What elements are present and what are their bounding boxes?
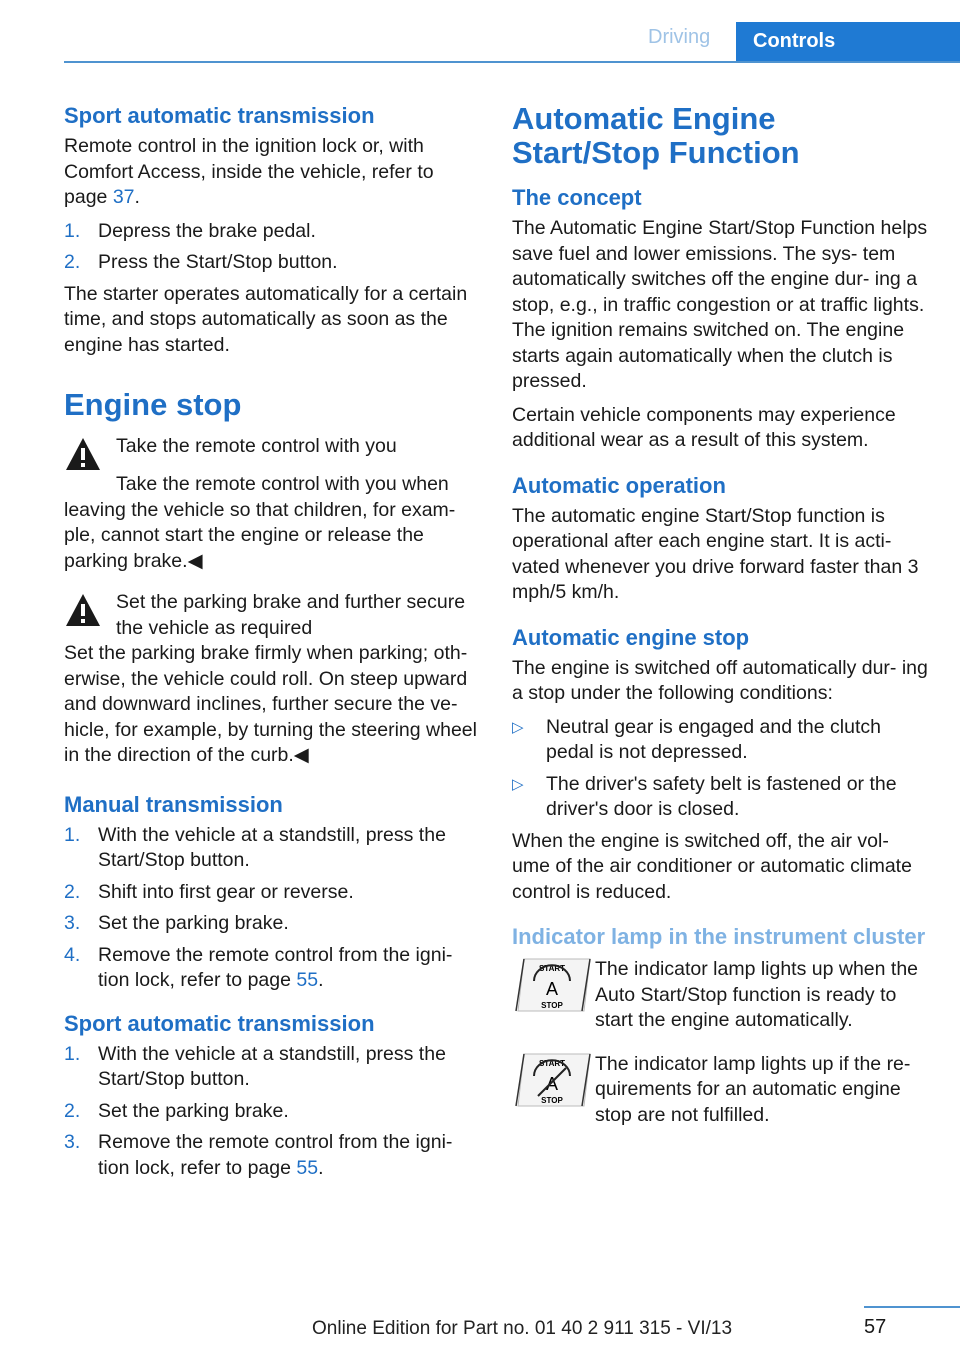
page-link-55[interactable]: 55: [296, 1156, 319, 1179]
manual-transmission-heading: Manual transmission: [64, 791, 283, 817]
header-chapter-controls: Controls: [736, 22, 960, 62]
svg-text:A: A: [545, 1073, 559, 1094]
warning-title: Set the parking brake and further secure the vehicle as required: [116, 591, 466, 639]
step-text-body: Remove the remote control from the igni‐ tion lock, refer to page: [98, 1131, 453, 1179]
indicator-off-text: The indicator lamp lights up if the re‐ quirements for an automatic engine stop are not fulfilled.: [595, 1052, 911, 1126]
bullet-triangle-icon: ▷: [512, 775, 524, 793]
step-period: .: [318, 1156, 324, 1179]
sport-automatic-intro: [64, 134, 480, 211]
concept-heading: The concept: [512, 185, 642, 210]
step-number: 1.: [64, 219, 81, 242]
step-number: 3.: [64, 1131, 81, 1153]
step-text: [98, 1130, 480, 1181]
step-number: 2.: [64, 251, 81, 273]
step-number: 2.: [64, 880, 81, 903]
warning-text: Set the parking brake firmly when parking; oth‐ erwise, the vehicle could roll. On steep upward and downward inclines, further secure the ve‐ hicle, for example, by turning the steering wheel in the direction of the curb.◀: [64, 642, 477, 766]
starter-note: The starter operates automatically for a certain time, and stops automatically as soon as the engine has started.: [64, 282, 468, 356]
svg-text:A: A: [545, 979, 559, 999]
list-item: [64, 1130, 480, 1181]
step-number: 3.: [64, 912, 81, 934]
page-link-37[interactable]: 37: [112, 186, 135, 208]
step-text: With the vehicle at a standstill, press the Start/Stop button.: [98, 823, 446, 871]
list-item: [64, 219, 480, 245]
step-text: Set the parking brake.: [98, 912, 289, 934]
list-item: [64, 880, 480, 906]
footer-rule: [864, 1306, 960, 1308]
indicator-lamp-heading: Indicator lamp in the instrument cluster: [512, 924, 926, 949]
list-item: [64, 911, 480, 937]
indicator-ready: [512, 957, 932, 1034]
condition-text: The driver's safety belt is fastened or the driver's door is closed.: [546, 772, 897, 820]
bullet-triangle-icon: ▷: [512, 718, 524, 736]
engine-stop-heading: Engine stop: [64, 387, 242, 422]
step-text: Set the parking brake.: [98, 1099, 289, 1122]
step-number: 1.: [64, 823, 81, 846]
manual-transmission-steps: [64, 823, 480, 994]
list-item: [512, 715, 932, 766]
list-item: [64, 1042, 480, 1093]
sport-automatic-steps-1: [64, 219, 480, 276]
automatic-operation-heading: Automatic operation: [512, 472, 726, 498]
right-column: [512, 102, 932, 1146]
edition-note: Online Edition for Part no. 01 40 2 911 315 - VI/13: [312, 1318, 733, 1339]
warning-triangle-icon: [64, 436, 102, 472]
auto-start-stop-off-icon: [512, 1052, 594, 1113]
step-number: 2.: [64, 1099, 81, 1122]
warning-triangle-icon: [64, 592, 102, 628]
auto-start-stop-heading: Automatic Engine Start/Stop Function: [512, 101, 800, 170]
concept-text-2: Certain vehicle components may experience additional wear as a result of this system.: [512, 403, 896, 451]
sport-automatic-heading-2: Sport automatic transmission: [64, 1010, 375, 1036]
step-text: Press the Start/Stop button.: [98, 251, 338, 273]
step-text: With the vehicle at a standstill, press the Start/Stop button.: [98, 1042, 446, 1090]
step-text: Depress the brake pedal.: [98, 219, 316, 242]
list-item: [512, 772, 932, 823]
step-text: Shift into first gear or reverse.: [98, 880, 354, 903]
intro-text: Remote control in the ignition lock or, with Comfort Access, inside the vehicle, refer to page: [64, 135, 434, 208]
sport-automatic-steps-2: [64, 1042, 480, 1182]
list-item: [64, 823, 480, 874]
page-number: 57: [864, 1316, 887, 1338]
intro-period: .: [134, 186, 140, 208]
stop-conditions-list: [512, 715, 932, 823]
step-number: 1.: [64, 1042, 81, 1065]
automatic-engine-stop-heading: Automatic engine stop: [512, 624, 750, 650]
indicator-off: [512, 1052, 932, 1129]
warning-remote-control: [64, 434, 480, 472]
svg-text:STOP: STOP: [541, 1095, 563, 1105]
automatic-engine-stop-text: The engine is switched off automatically dur‐ ing a stop under the following conditions:: [512, 656, 928, 704]
svg-text:START: START: [538, 964, 566, 973]
svg-text:STOP: STOP: [541, 1001, 563, 1010]
warning-title: Take the remote control with you: [116, 435, 397, 457]
page-link-55[interactable]: 55: [296, 969, 319, 991]
auto-start-stop-ready-icon: [512, 957, 594, 1018]
step-period: .: [318, 969, 324, 991]
left-column: [64, 102, 480, 1187]
concept-text: The Automatic Engine Start/Stop Function helps save fuel and lower emissions. The sys‐ tem automatically switches off the engine dur‐ ing a stop, e.g., in traffic congestion or at traffic lights. The ignition remains switched on. The engine starts again automatically when the clutch is pressed.: [512, 217, 928, 392]
list-item: [64, 943, 480, 994]
condition-text: Neutral gear is engaged and the clutch pedal is not depressed.: [546, 715, 881, 763]
warning-parking-brake: [64, 590, 480, 641]
sport-automatic-heading-1: Sport automatic transmission: [64, 103, 375, 128]
step-text-body: Remove the remote control from the igni‐ tion lock, refer to page: [98, 943, 453, 991]
climate-reduced-text: When the engine is switched off, the air vol‐ ume of the air conditioner or automatic climate control is reduced.: [512, 829, 912, 903]
step-number: 4.: [64, 943, 81, 966]
svg-text:START: START: [538, 1058, 566, 1068]
header-section-driving: Driving: [648, 26, 711, 48]
list-item: [64, 1099, 480, 1125]
automatic-operation-text: The automatic engine Start/Stop function is operational after each engine start. It is acti‐ vated whenever you drive forward faster than 3 mph/5 km/h.: [512, 504, 919, 603]
header-rule: [64, 61, 960, 63]
list-item: [64, 250, 480, 276]
warning-text: Take the remote control with you when leaving the vehicle so that children, for exam‐ ple, cannot start the engine or release the parking brake.◀: [64, 473, 456, 572]
indicator-ready-text: The indicator lamp lights up when the Auto Start/Stop function is ready to start the engine automatically.: [595, 958, 919, 1031]
step-text: [98, 943, 480, 994]
